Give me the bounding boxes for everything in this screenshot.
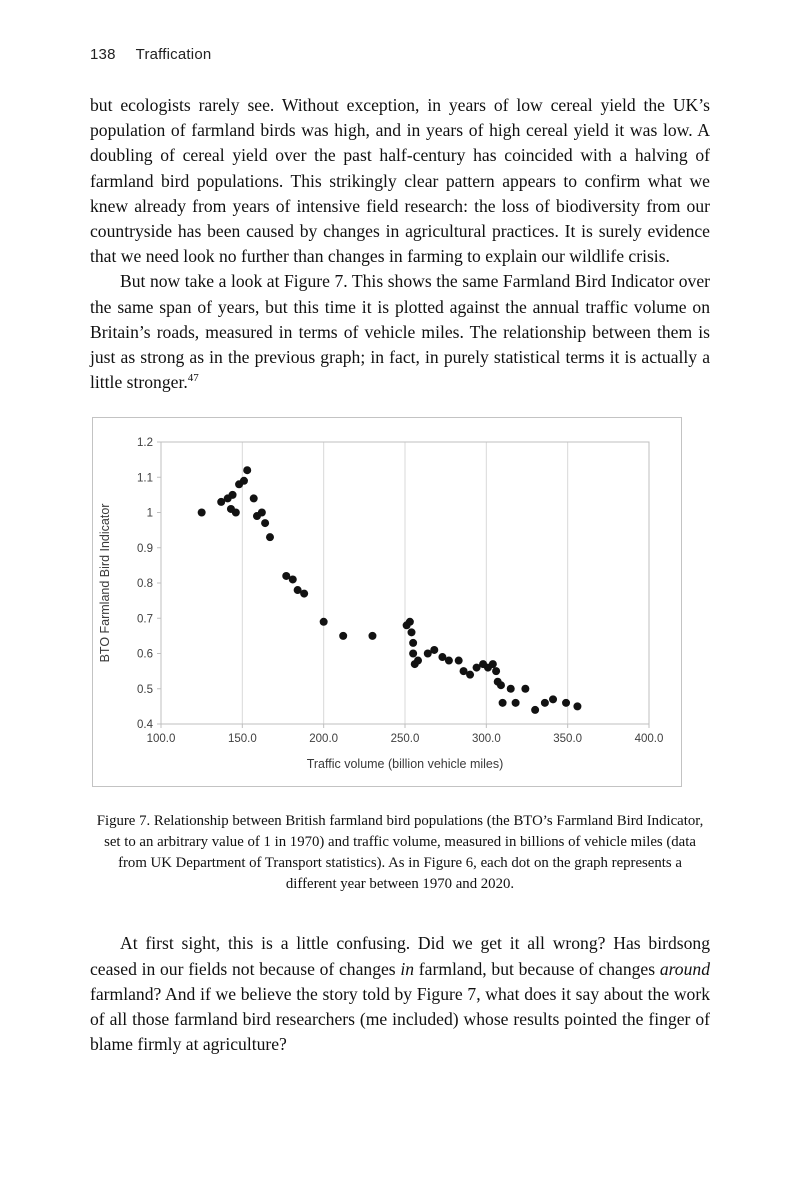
running-head	[90, 46, 710, 63]
svg-text:400.0: 400.0	[634, 733, 664, 746]
svg-text:0.4: 0.4	[137, 719, 153, 732]
svg-text:1.1: 1.1	[137, 472, 153, 485]
page-number: 138	[90, 46, 116, 63]
paragraph-1: but ecologists rarely see. Without exception, in years of low cereal yield the UK’s population of farmland birds was high, and in years of high cereal yield it was low. A doubling of cereal yield over the past half-century has coincided with a halving of farmland bird populations. This strikingly clear pattern appears to confirm what we knew already from years of intensive field research: the loss of biodiversity from our countryside has been caused by changes in agricultural practices. It is surely evidence that we need look no further than changes in farming to explain our wildlife crisis.	[90, 95, 710, 267]
svg-text:BTO Farmland Bird Indicator: BTO Farmland Bird Indicator	[98, 504, 112, 663]
svg-text:0.8: 0.8	[137, 578, 153, 591]
figure-7	[90, 417, 710, 895]
svg-text:0.9: 0.9	[137, 543, 153, 556]
svg-text:350.0: 350.0	[553, 733, 583, 746]
svg-text:100.0: 100.0	[146, 733, 176, 746]
book-title: Traffication	[135, 46, 212, 63]
svg-text:0.7: 0.7	[137, 613, 153, 626]
svg-text:200.0: 200.0	[309, 733, 339, 746]
figure-caption: Figure 7. Relationship between British farmland bird populations (the BTO’s Farmland Bird Indicator, set to an arbitrary value of 1 in 1970) and traffic volume, measured in billions of vehicle miles (data from UK Department of Transport statistics). As in Figure 6, each dot on the graph represents a different year between 1970 and 2020.	[96, 813, 704, 893]
svg-text:300.0: 300.0	[471, 733, 501, 746]
chart-frame	[92, 417, 682, 787]
svg-text:150.0: 150.0	[227, 733, 257, 746]
paragraph-2: But now take a look at Figure 7. This shows the same Farmland Bird Indicator over the same span of years, but this time it is plotted against the annual traffic volume on Britain’s roads, measured in terms of vehicle miles. The relationship between them is just as strong as in the previous graph; in fact, in purely statistical terms it is actually a little stronger.$^{47}$	[90, 271, 710, 393]
paragraph-3: At first sight, this is a little confusing. Did we get it all wrong? Has birdsong ceased in our fields not because of changes in farmland, but because of changes around farmland? And if we believe the story told by Figure 7, what does it say about the work of all those farmland bird researchers (me included) whose results pointed the finger of blame firmly at agriculture?	[90, 933, 710, 1055]
svg-text:0.6: 0.6	[137, 648, 153, 661]
svg-text:1: 1	[146, 507, 153, 520]
svg-text:0.5: 0.5	[137, 684, 153, 697]
svg-text:250.0: 250.0	[390, 733, 420, 746]
svg-text:Traffic volume (billion vehicl: Traffic volume (billion vehicle miles)	[306, 757, 504, 772]
scatter-chart-svg	[95, 428, 679, 786]
svg-text:1.2: 1.2	[137, 437, 153, 450]
